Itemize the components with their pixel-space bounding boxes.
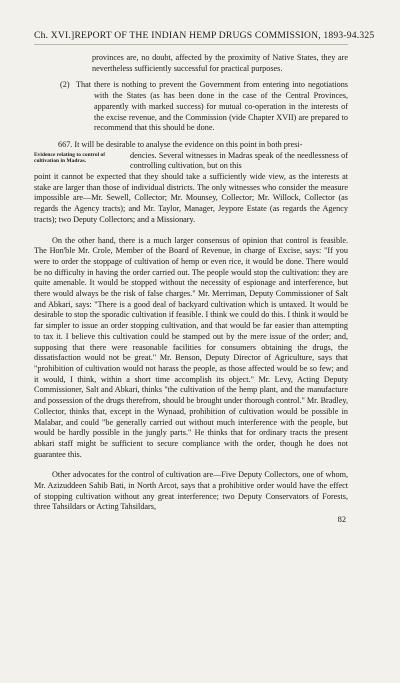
running-header	[34, 30, 375, 41]
item-text: That there is nothing to prevent the Government from entering into negotiations with the States (as has been done in the case of the Central Provinces, apparently with marked success) for mutual co-operation in the interests of the excise revenue, and the Commission (vide Chapter XVII) are prepared to recommend that this should be done.	[76, 80, 348, 133]
paragraph-667	[34, 140, 348, 226]
signature-mark: 82	[337, 515, 346, 525]
paragraph-advocates: Other advocates for the control of cultivation are—Five Deputy Collectors, one of whom, Mr. Azizuddeen Sahib Bati, in North Arcot, says that a prohibitive order would have the effect of stopping cultivation without any great interference; two Deputy Conservators of Forests, three Tahsildars or Acting Tahsildars,	[34, 470, 348, 512]
item-number: (2)	[60, 80, 70, 90]
page-number: 325	[359, 30, 375, 41]
list-item-2	[34, 80, 348, 134]
sidenote-row	[34, 151, 348, 172]
chapter-label: Ch. XVI.]	[34, 30, 75, 41]
margin-note: Evidence relating to control of cultivation in Madras.	[34, 151, 106, 165]
continuation-text: provinces are, no doubt, affected by the proximity of Native States, they are nevertheless sufficiently successful for practical purposes.	[92, 53, 348, 73]
paragraph-667-rest: point it cannot be expected that they should take a sufficiently wide view, as the interests at stake are larger than those of individual districts. The only witnesses who consider the measure impossible are—Mr. Sewell, Collector; Mr. Mounsey, Collector; Mr. Willock, Collector (as regards the Agency tracts); and Mr. Taylor, Manager, Jeypore Estate (as regards the Agency tracts); two Deputy Collectors; and a Missionary.	[34, 172, 348, 224]
running-title: REPORT OF THE INDIAN HEMP DRUGS COMMISSION, 1893-94.	[74, 30, 360, 41]
header-rule	[34, 44, 348, 45]
paragraph-667-first-line: 667. It will be desirable to analyse the evidence on this point in both presi-	[58, 139, 303, 149]
continuation-block	[92, 53, 348, 74]
paragraph-consensus: On the other hand, there is a much larger consensus of opinion that control is feasible. The Hon'ble Mr. Crole, Member of the Board of Revenue, in charge of Excise, says: "If you were to order the stoppage of cultivation of hemp or even rice, it would be done. There would be no difficulty in having the order carried out. The people would stop the cultivation: they are quite amenable. It would be stopped without the necessity of espionage and interference, but there would always be the risk of false charges." Mr. Merriman, Deputy Commissioner of Salt and Abkari, says: "There is a good deal of backyard cultivation which is untaxed. It would be desirable to stop the sporadic cultivation if feasible. I think we could do this. I think it would be far simpler to issue an order stopping cultivation, and that would be far easier than attempting to tax it. I believe this cultivation could be stamped out by the mere issue of the order; and, supposing that there were reasonable facilities for consumers obtaining the drugs, the dissatisfaction would not be great." Mr. Benson, Deputy Director of Agriculture, says that "prohibition of cultivation would not harass the people, as those affected would be so few; and it would, I think, within a short time accomplish its object." Mr. Levy, Acting Deputy Commissioner, Salt and Abkari, thinks "the cultivation of the hemp plant, and the manufacture and possession of the drugs therefrom, should be brought under thorough control." Mr. Bradley, Collector, thinks that, except in the Wynaad, prohibition of cultivation would be possible in Malabar, and could "be generally carried out without much interference with the people, but would be hardly possible in the jungly parts." He thinks that for ordinary tracts the present abkari staff might be sufficient to secure compliance with the order, though he does not guarantee this.	[34, 235, 348, 459]
paragraph-667-side-lines: dencies. Several witnesses in Madras speak of the needlessness of controlling cultivation, but on this	[130, 150, 348, 171]
